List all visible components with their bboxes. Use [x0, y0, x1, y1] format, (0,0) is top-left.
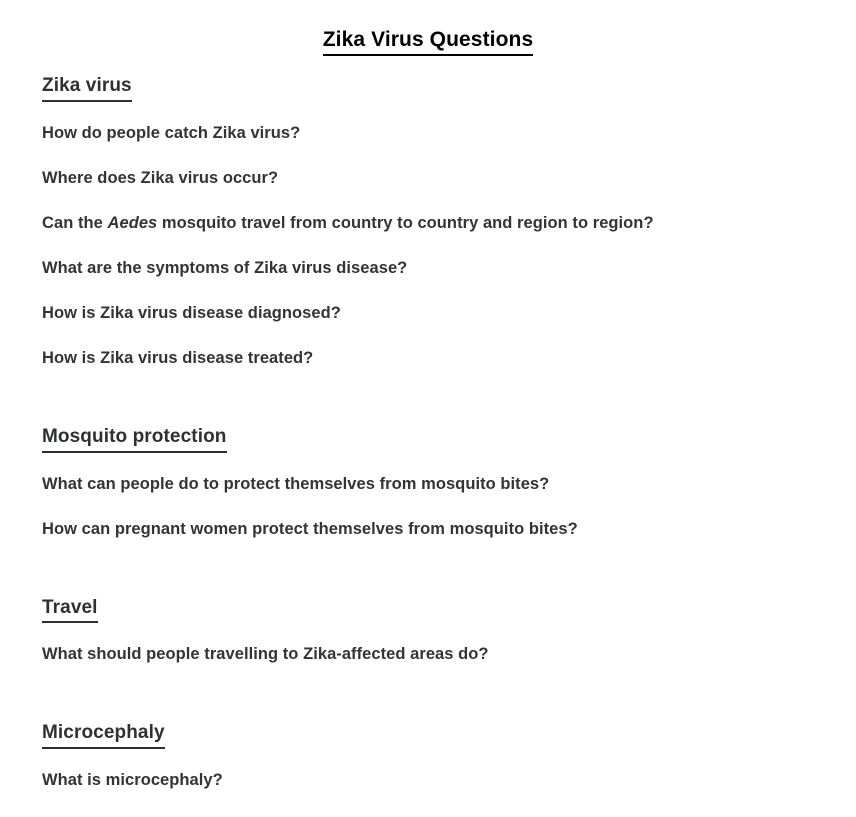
section-zika-virus [42, 75, 832, 369]
section-heading-text: Zika virus [42, 75, 132, 102]
question-list [42, 644, 832, 665]
list-item: What should people travelling to Zika-affected areas do? [42, 645, 489, 664]
section-mosquito-protection [42, 426, 832, 540]
question-list [42, 123, 832, 369]
section-heading [42, 426, 832, 453]
list-item: How can pregnant women protect themselves from mosquito bites? [42, 519, 578, 538]
list-item: How is Zika virus disease treated? [42, 349, 314, 368]
section-travel [42, 597, 832, 665]
list-item: How is Zika virus disease diagnosed? [42, 304, 341, 323]
question-text-after: mosquito travel from country to country and region to region? [157, 214, 654, 233]
question-list [42, 474, 832, 540]
list-item: What can people do to protect themselves from mosquito bites? [42, 474, 550, 493]
page-title-text: Zika Virus Questions [323, 28, 534, 56]
section-heading-text: Mosquito protection [42, 426, 227, 453]
question-list [42, 770, 832, 791]
question-text-before: Can the [42, 214, 108, 233]
section-heading [42, 722, 832, 749]
list-item: What is microcephaly? [42, 770, 223, 789]
list-item [42, 213, 832, 234]
list-item: How do people catch Zika virus? [42, 123, 301, 142]
section-heading [42, 597, 832, 624]
list-item: What are the symptoms of Zika virus disease? [42, 259, 408, 278]
section-heading [42, 75, 832, 102]
page-title [0, 28, 856, 56]
species-name-italic: Aedes [107, 214, 158, 233]
section-heading-text: Travel [42, 597, 98, 624]
section-heading-text: Microcephaly [42, 722, 165, 749]
list-item: Where does Zika virus occur? [42, 168, 279, 187]
document-body [42, 75, 832, 790]
section-microcephaly [42, 722, 832, 790]
